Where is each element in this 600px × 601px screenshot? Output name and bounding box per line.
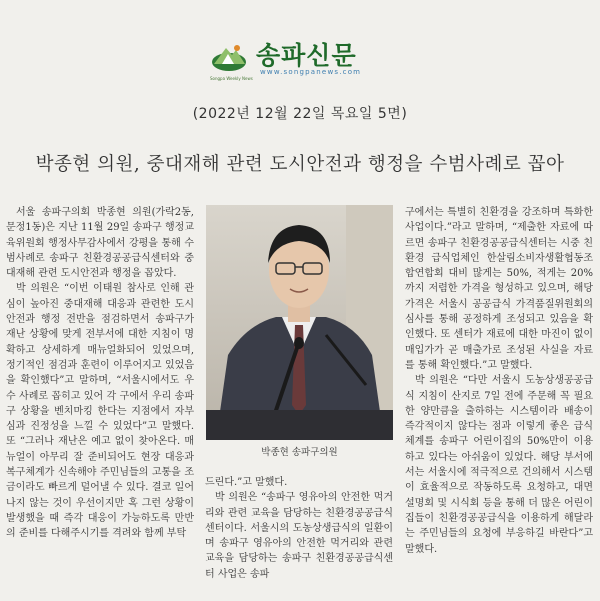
portrait-photo (206, 205, 393, 440)
paragraph: 구에서는 특별히 친환경을 강조하며 특화한 사업이다.”라고 말하며, “제출한 자료에 따르면 송파구 친환경공공급식센터는 시중 친환경 급식업체인 한살림소비자생활협동조합연합회 대비 많게는 50%, 적게는 20%까지 저렴한 가격을 형성하고 있으며, 해당 가격은 서울시 공공급식 가격품질위원회의 심사를 통해 공정하게 조성되고 있음을 확인했다. 또 센터가 재료에 대한 마진이 없이 매입가가 곧 매출가로 조성된 사실을 자료를 통해 확인했다.”고 말했다. (405, 207, 593, 371)
photo-caption: 박종현 송파구의원 (261, 447, 338, 458)
headline: 박종현 의원, 중대재해 관련 도시안전과 행정을 수범사례로 꼽아 (35, 154, 565, 175)
paragraph: 박 의원은 “송파구 영유아의 안전한 먹거리와 관련 교육을 담당하는 친환경공공급식 센터이다. 서울시의 도농상생급식의 일환이며 송파구 영유아의 안전한 먹거리와 관련 교육을 담당하는 송파구 친환경공공급식센터 사업은 송파 (205, 492, 393, 580)
logo-tagline: Songpa Weekly News (210, 76, 253, 81)
paragraph: 박 의원은 “이번 이태원 참사로 인해 관심이 높아진 중대재해 대응과 관련한 도시안전과 행정 전반을 점검하면서 송파구가 재난 상황에 맞게 전부서에 대한 지침이 명확하고 상세하게 매뉴얼화되어 있었으며, 정기적인 점검과 훈련이 이루어지고 있었음을 확인했다”고 말하며, “서울시에서도 우수 사례로 꼽히고 있어 각 구에서 우리 송파구 상황을 벤치마킹 한다는 지점에서 자부심과 진정성을 느낄 수 있었다”고 말했다. 또 “그러나 재난은 예고 없이 찾아온다. 매뉴얼이 아무리 잘 준비되어도 현장 대응과 복구체계가 신속해야 주민님들의 고통을 조금이라도 빠르게 덜어낼 수 있다. 결코 일어나지 않는 것이 우선이지만 혹 그런 상황이 발생했을 때 즉각 대응이 가능하도록 만반의 준비를 다해주시기를 격려와 함께 부탁 (6, 283, 194, 540)
article-column-left (6, 205, 194, 542)
paragraph: 서울 송파구의회 박종현 의원(가락2동, 문정1동)은 지난 11월 29일 송파구 행정교육위원회 행정사무감사에서 강평을 통해 수범사례로 송파구 친환경공공급식센터와 중대재해 관련 도시안전과 행정을 꼽았다. (6, 207, 194, 280)
brand-name: 송파신문 (256, 41, 357, 70)
paragraph: 박 의원은 “다만 서울시 도농상생공공급식 지침이 산지로 7일 전에 주문해 꼭 필요한 양만큼을 출하하는 시스템이라 배송이 즉각적이지 않다는 점과 이렇게 좋은 급식체계를 송파구 어린이집의 50%만이 이용하고 있다는 아쉬움이 있었다. 해당 부서에서는 서울시에 적극적으로 건의해서 시스템이 효율적으로 작동하도록 요청하고, 대면 설명회 및 시식회 등을 통해 더 많은 어린이집들이 친환경공공급식을 이용하게 해달라는 주민님들의 요청에 부응하길 바란다”고 말했다. (405, 375, 593, 555)
article-column-middle (205, 475, 393, 582)
masthead (210, 40, 410, 90)
brand-url: www.songpanews.com (260, 68, 362, 76)
dateline: (2022년 12월 22일 목요일 5면) (192, 106, 408, 122)
mountain-logo-icon (210, 40, 248, 74)
article-column-right (405, 205, 593, 557)
photo-councilmember (206, 205, 393, 440)
paragraph: 드린다.”고 말했다. (205, 477, 288, 488)
